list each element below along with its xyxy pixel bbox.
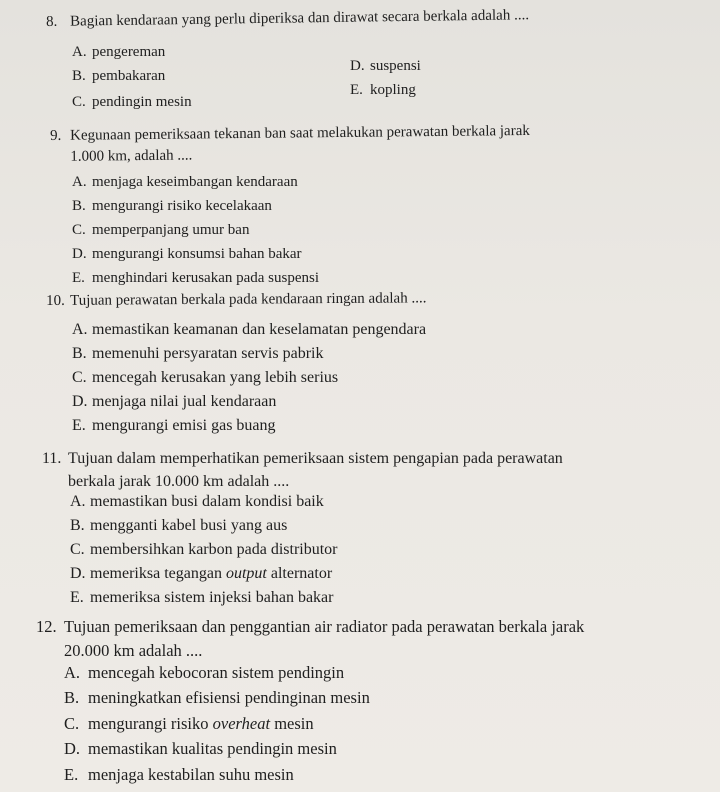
- option-letter: C.: [72, 94, 86, 110]
- question-number: 12.: [36, 617, 57, 636]
- option-text: mencegah kebocoran sistem pendingin: [88, 663, 345, 682]
- question-12: [36, 618, 584, 661]
- option-8a[interactable]: [72, 44, 165, 61]
- option-10e[interactable]: [72, 417, 276, 435]
- option-12b[interactable]: [64, 688, 370, 708]
- option-10a[interactable]: [72, 321, 426, 339]
- option-text: mengganti kabel busi yang aus: [90, 517, 288, 534]
- option-text: mengurangi konsumsi bahan bakar: [92, 246, 302, 262]
- option-text: memenuhi persyaratan servis pabrik: [92, 345, 324, 362]
- option-text: pengereman: [92, 44, 166, 60]
- option-8b[interactable]: [72, 68, 165, 85]
- option-9d[interactable]: [72, 246, 302, 263]
- option-letter: B.: [70, 517, 85, 534]
- option-letter: B.: [72, 345, 87, 362]
- option-text-italic: overheat: [212, 714, 271, 733]
- option-11b[interactable]: [70, 517, 287, 535]
- option-10b[interactable]: [72, 345, 323, 363]
- option-text-before: mengurangi risiko: [88, 714, 213, 733]
- option-8e[interactable]: [350, 82, 416, 99]
- question-text-line2: berkala jarak 10.000 km adalah ....: [68, 473, 290, 491]
- option-text: pendingin mesin: [92, 94, 192, 110]
- question-8: [46, 7, 529, 31]
- option-letter: B.: [72, 68, 86, 84]
- option-text-italic: output: [225, 565, 267, 582]
- option-11e[interactable]: [70, 589, 333, 607]
- option-text: memastikan kualitas pendingin mesin: [88, 739, 337, 758]
- option-letter: B.: [72, 198, 86, 214]
- option-12c[interactable]: [64, 714, 314, 734]
- question-text-line2: 1.000 km, adalah ....: [70, 147, 193, 166]
- option-text: memastikan keamanan dan keselamatan pengendara: [92, 321, 427, 338]
- option-10d[interactable]: [72, 393, 276, 411]
- option-8d[interactable]: [350, 58, 421, 75]
- question-number: 9.: [50, 127, 62, 144]
- question-number: 10.: [46, 292, 65, 309]
- option-12e[interactable]: [64, 765, 294, 785]
- option-12d[interactable]: [64, 739, 337, 759]
- question-number: 11.: [42, 450, 62, 467]
- option-letter: A.: [72, 174, 87, 190]
- option-letter: C.: [70, 541, 85, 558]
- option-text: menjaga nilai jual kendaraan: [92, 393, 277, 410]
- option-10c[interactable]: [72, 369, 338, 387]
- option-text: kopling: [370, 82, 416, 98]
- question-number: 8.: [46, 13, 58, 30]
- option-text: suspensi: [370, 58, 421, 74]
- option-9c[interactable]: [72, 222, 249, 239]
- question-text-line1: Kegunaan pemeriksaan tekanan ban saat melakukan perawatan berkala jarak: [69, 122, 530, 144]
- option-9b[interactable]: [72, 198, 272, 215]
- option-text: meningkatkan efisiensi pendinginan mesin: [88, 688, 370, 707]
- option-text: menjaga keseimbangan kendaraan: [92, 174, 298, 190]
- option-letter: E.: [72, 417, 86, 434]
- option-letter: A.: [64, 663, 81, 682]
- question-text-line2: 20.000 km adalah ....: [64, 640, 203, 660]
- question-text: Tujuan perawatan berkala pada kendaraan ringan adalah ....: [69, 290, 427, 309]
- option-text: mencegah kerusakan yang lebih serius: [92, 369, 339, 386]
- option-text: memastikan busi dalam kondisi baik: [90, 493, 324, 510]
- option-text: memeriksa sistem injeksi bahan bakar: [90, 589, 334, 606]
- option-11c[interactable]: [70, 541, 338, 559]
- option-letter: D.: [72, 393, 88, 410]
- option-letter: C.: [64, 714, 80, 733]
- option-text: pembakaran: [92, 68, 166, 84]
- option-9e[interactable]: [72, 270, 319, 287]
- question-11: [42, 450, 563, 492]
- option-letter: D.: [70, 565, 86, 582]
- option-11a[interactable]: [70, 493, 324, 511]
- question-10: [46, 290, 426, 310]
- option-text-after: mesin: [270, 714, 314, 733]
- option-9a[interactable]: [72, 174, 298, 191]
- option-11d[interactable]: [70, 565, 332, 583]
- option-letter: A.: [72, 321, 88, 338]
- option-letter: B.: [64, 688, 80, 707]
- option-text: mengurangi emisi gas buang: [92, 417, 276, 434]
- option-letter: E.: [64, 765, 79, 784]
- question-text: Bagian kendaraan yang perlu diperiksa dan dirawat secara berkala adalah ....: [69, 7, 530, 30]
- question-text-line1: Tujuan dalam memperhatikan pemeriksaan sistem pengapian pada perawatan: [68, 450, 563, 467]
- option-letter: D.: [64, 739, 81, 758]
- question-9: [50, 123, 530, 167]
- option-letter: A.: [70, 493, 86, 510]
- option-letter: E.: [350, 82, 363, 98]
- option-letter: D.: [350, 58, 365, 74]
- option-text: menjaga kestabilan suhu mesin: [88, 765, 294, 784]
- option-text: memperpanjang umur ban: [92, 222, 250, 238]
- option-letter: E.: [72, 270, 85, 286]
- question-text-line1: Tujuan pemeriksaan dan penggantian air radiator pada perawatan berkala jarak: [64, 617, 585, 636]
- option-text-after: alternator: [266, 565, 333, 582]
- option-text: menghindari kerusakan pada suspensi: [92, 270, 320, 286]
- option-text: mengurangi risiko kecelakaan: [92, 198, 272, 214]
- option-12a[interactable]: [64, 663, 344, 683]
- option-letter: D.: [72, 246, 87, 262]
- option-letter: C.: [72, 222, 86, 238]
- option-letter: A.: [72, 44, 87, 60]
- option-8c[interactable]: [72, 94, 192, 111]
- option-letter: C.: [72, 369, 87, 386]
- option-text-before: memeriksa tegangan: [90, 565, 226, 582]
- option-letter: E.: [70, 589, 84, 606]
- option-text: membersihkan karbon pada distributor: [90, 541, 338, 558]
